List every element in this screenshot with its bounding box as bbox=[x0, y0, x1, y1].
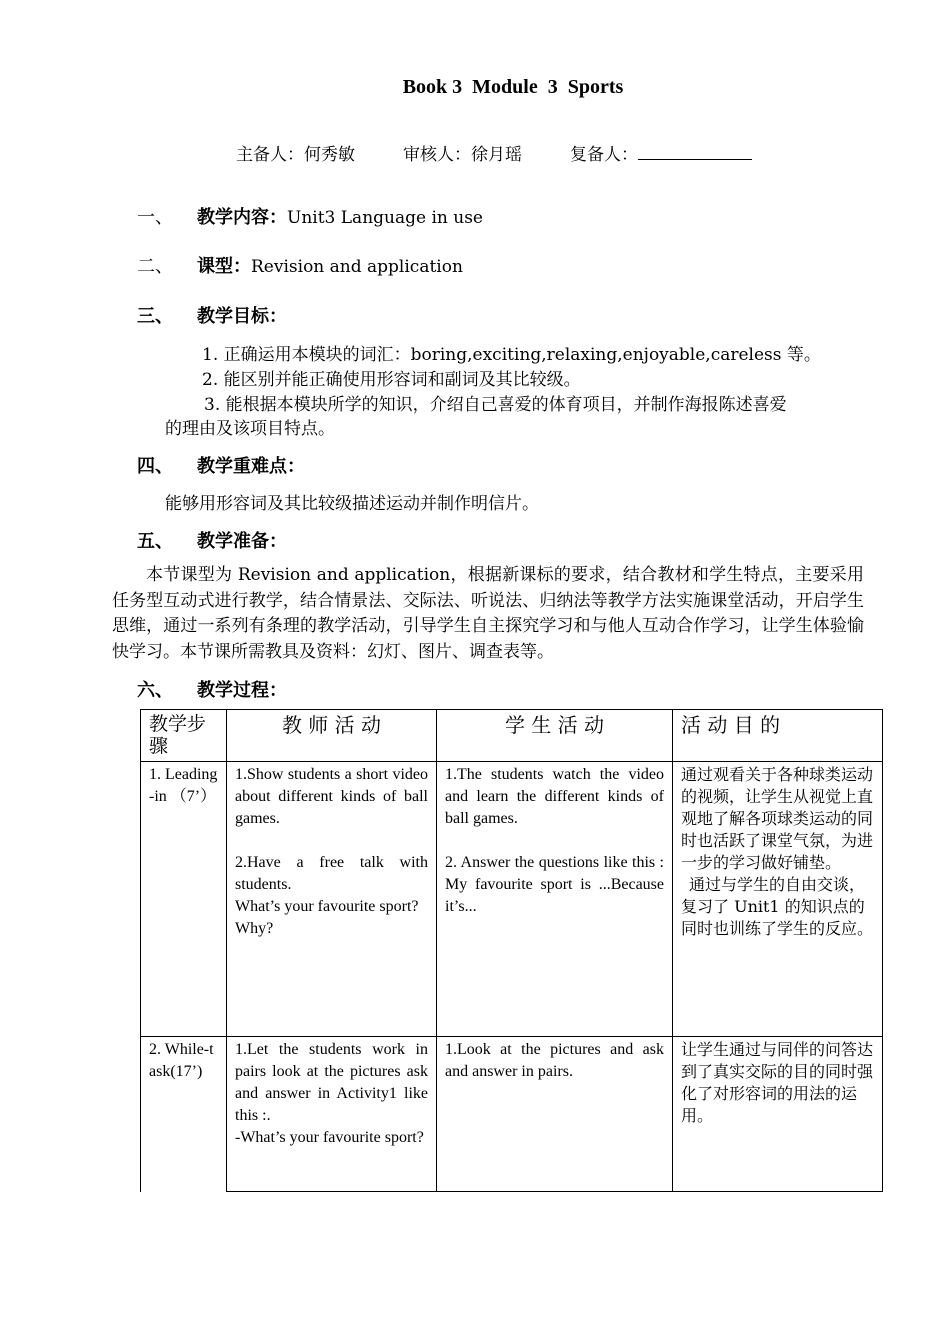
key-points-text: 能够用形容词及其比较级描述运动并制作明信片。 bbox=[165, 494, 539, 514]
step-text: 2. While-task(17’) bbox=[149, 1041, 214, 1080]
section-value: Unit3 Language in use bbox=[287, 208, 483, 228]
objective-3-cont: 的理由及该项目特点。 bbox=[165, 419, 335, 439]
teacher-activity-1: 1.Show students a short video about different kinds of ball games. bbox=[235, 766, 428, 827]
objective-2: 2. 能区别并能正确使用形容词和副词及其比较级。 bbox=[202, 370, 581, 390]
step-text: 1. Leading -in （7’） bbox=[149, 766, 218, 805]
header-purpose: 活 动 目 的 bbox=[673, 710, 883, 762]
section-objectives bbox=[137, 302, 287, 328]
table-row bbox=[141, 762, 883, 1037]
section-heading: 教学内容： bbox=[197, 207, 287, 228]
student-cell bbox=[437, 762, 673, 1037]
section-number: 六、 bbox=[137, 680, 173, 701]
main-preparer: 主备人：何秀敏 bbox=[236, 145, 355, 165]
step-cell bbox=[141, 1037, 227, 1192]
teacher-activity-2: 2.Have a free talk with students. bbox=[235, 854, 428, 893]
section-number: 五、 bbox=[137, 531, 173, 552]
section-preparation bbox=[137, 527, 287, 553]
teacher-cell bbox=[227, 762, 437, 1037]
table-row bbox=[141, 1037, 883, 1192]
student-activity-1: 1.Look at the pictures and ask and answer in pairs. bbox=[445, 1041, 664, 1080]
second-preparer-blank bbox=[638, 143, 752, 160]
process-table bbox=[140, 709, 883, 1192]
objective-1: 1. 正确运用本模块的词汇：boring,exciting,relaxing,enjoyable,careless 等。 bbox=[202, 345, 821, 365]
header-student: 学 生 活 动 bbox=[437, 710, 673, 762]
purpose-cell bbox=[673, 1037, 883, 1192]
student-cell bbox=[437, 1037, 673, 1192]
purpose-text-1: 通过观看关于各种球类运动的视频，让学生从视觉上直观地了解各项球类运动的同时也活跃了课堂气氛，为进一步的学习做好铺垫。 bbox=[681, 765, 874, 872]
section-heading: 教学重难点： bbox=[197, 456, 305, 477]
teacher-cell bbox=[227, 1037, 437, 1192]
section-number: 三、 bbox=[137, 306, 173, 327]
teacher-question-1: -What’s your favourite sport? bbox=[235, 1129, 424, 1146]
preparation-paragraph: 本节课型为 Revision and application，根据新课标的要求，结合教材和学生特点，主要采用任务型互动式进行教学，结合情景法、交际法、听说法、归纳法等教学方法实施课堂活动，开启学生思维，通过一系列有条理的教学活动，引导学生自主探究学习和与他人互动合作学习，让学生体验愉快学习。本节课所需教具及资料：幻灯、图片、调查表等。 bbox=[112, 565, 864, 662]
page-title: Book 3 Module 3 Sports bbox=[402, 76, 624, 98]
second-preparer: 复备人： bbox=[570, 145, 638, 165]
section-heading: 教学过程： bbox=[197, 680, 287, 701]
section-number: 一、 bbox=[137, 207, 173, 228]
preparers-line bbox=[236, 140, 752, 165]
teacher-activity-1: 1.Let the students work in pairs look at the pictures ask and answer in Activity1 like this :. bbox=[235, 1041, 428, 1124]
student-activity-2: 2. Answer the questions like this : My favourite sport is ...Because it’s... bbox=[445, 854, 664, 915]
reviewer: 审核人：徐月瑶 bbox=[403, 145, 522, 165]
section-content bbox=[137, 203, 483, 229]
section-value: Revision and application bbox=[251, 257, 463, 277]
step-cell bbox=[141, 762, 227, 1037]
section-key-points bbox=[137, 452, 305, 478]
section-heading: 教学目标： bbox=[197, 306, 287, 327]
section-heading: 教学准备： bbox=[197, 531, 287, 552]
purpose-cell bbox=[673, 762, 883, 1037]
section-number: 二、 bbox=[137, 256, 173, 277]
table-header-row bbox=[141, 710, 883, 762]
header-step: 教学步骤 bbox=[141, 710, 227, 762]
section-type bbox=[137, 252, 463, 278]
purpose-text-1: 让学生通过与同伴的问答达到了真实交际的目的同时强化了对形容词的用法的运用。 bbox=[681, 1040, 874, 1125]
student-activity-1: 1.The students watch the video and learn the different kinds of ball games. bbox=[445, 766, 664, 827]
purpose-text-2: 通过与学生的自由交谈，复习了 Unit1 的知识点的同时也训练了学生的反应。 bbox=[681, 875, 874, 938]
section-number: 四、 bbox=[137, 456, 173, 477]
teacher-question-1: What’s your favourite sport? bbox=[235, 898, 419, 915]
teacher-question-2: Why? bbox=[235, 920, 274, 937]
header-teacher: 教 师 活 动 bbox=[227, 710, 437, 762]
section-heading: 课型： bbox=[197, 256, 251, 277]
objective-3: 3. 能根据本模块所学的知识，介绍自己喜爱的体育项目，并制作海报陈述喜爱 bbox=[204, 395, 787, 415]
section-process bbox=[137, 676, 287, 702]
